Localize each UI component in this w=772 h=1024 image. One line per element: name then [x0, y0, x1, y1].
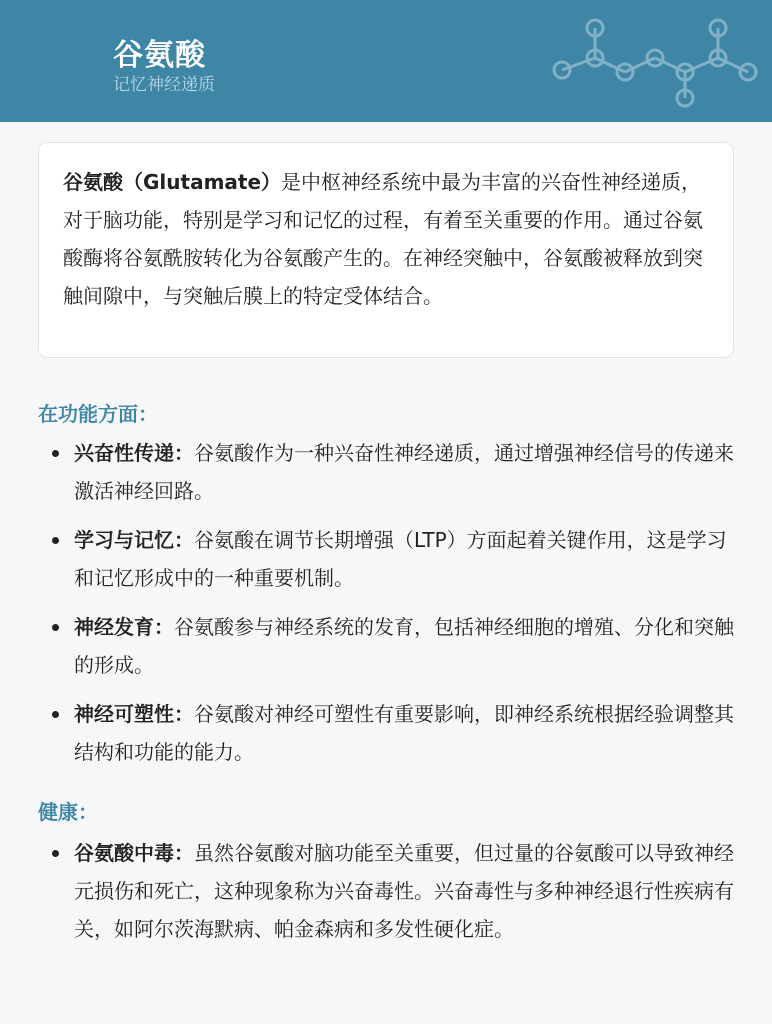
item-text: 谷氨酸作为一种兴奋性神经递质，通过增强神经信号的传递来激活神经回路。	[74, 441, 734, 503]
list-item	[38, 521, 738, 597]
list-item	[38, 608, 738, 684]
item-term: 谷氨酸中毒：	[74, 841, 194, 865]
list-item	[38, 434, 738, 510]
bullet-icon	[52, 450, 59, 457]
item-term: 神经发育：	[74, 615, 174, 639]
item-text: 虽然谷氨酸对脑功能至关重要，但过量的谷氨酸可以导致神经元损伤和死亡，这种现象称为兴奋毒性。兴奋毒性与多种神经退行性疾病有关，如阿尔茨海默病、帕金森病和多发性硬化症。	[74, 841, 734, 941]
intro-term: 谷氨酸（Glutamate）	[63, 170, 282, 194]
intro-paragraph	[63, 163, 709, 315]
bullet-icon	[52, 711, 59, 718]
header-banner	[0, 0, 772, 122]
item-text: 谷氨酸对神经可塑性有重要影响，即神经系统根据经验调整其结构和功能的能力。	[74, 702, 734, 764]
section-heading-function: 在功能方面：	[38, 402, 158, 426]
section-heading-health: 健康：	[38, 800, 98, 824]
intro-body: 是中枢神经系统中最为丰富的兴奋性神经递质，对于脑功能，特别是学习和记忆的过程，有着至关重要的作用。通过谷氨酸酶将谷氨酰胺转化为谷氨酸产生的。在神经突触中，谷氨酸被释放到突触间隙中，与突触后膜上的特定受体结合。	[63, 170, 703, 308]
health-list	[38, 834, 738, 959]
item-text: 谷氨酸参与神经系统的发育，包括神经细胞的增殖、分化和突触的形成。	[74, 615, 734, 677]
intro-card	[38, 142, 734, 358]
molecule-icon	[540, 10, 772, 115]
page-subtitle: 记忆神经递质	[113, 75, 215, 95]
list-item	[38, 695, 738, 771]
item-term: 学习与记忆：	[74, 528, 194, 552]
bullet-icon	[52, 537, 59, 544]
item-term: 神经可塑性：	[74, 702, 194, 726]
bullet-icon	[52, 850, 59, 857]
item-term: 兴奋性传递：	[74, 441, 194, 465]
page-title: 谷氨酸	[113, 38, 206, 73]
function-list	[38, 434, 738, 782]
list-item	[38, 834, 738, 948]
item-text: 谷氨酸在调节长期增强（LTP）方面起着关键作用，这是学习和记忆形成中的一种重要机制。	[74, 528, 727, 590]
bullet-icon	[52, 624, 59, 631]
